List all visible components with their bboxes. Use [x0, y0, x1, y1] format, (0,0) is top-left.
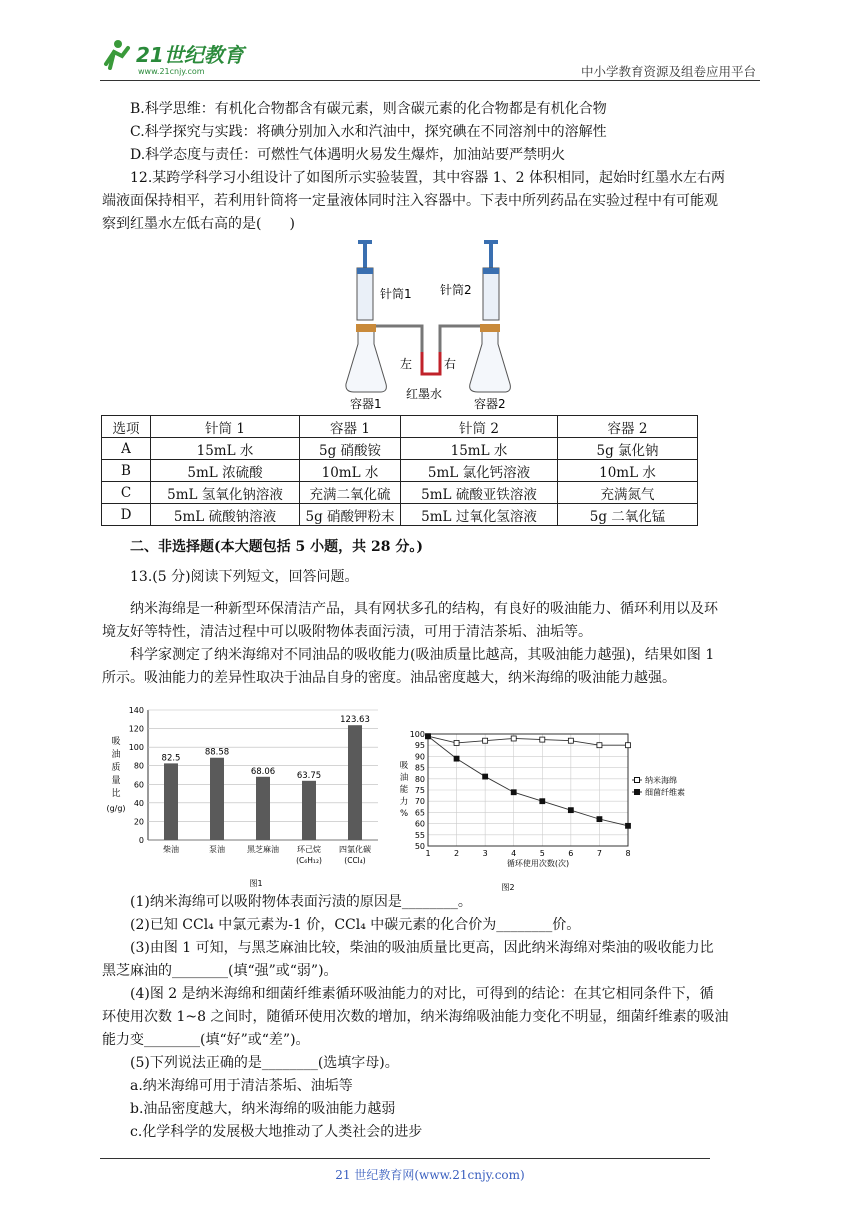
- table-cell: 15mL 水: [151, 438, 300, 460]
- figure-1-bar-chart: [96, 700, 396, 890]
- q12-line1: 12.某跨学科学习小组设计了如图所示实验装置，其中容器 1、2 体积相同，起始时红墨水左右两: [130, 170, 725, 186]
- x-tick-label: 环己烷: [297, 845, 321, 854]
- table-cell: 5mL 硫酸钠溶液: [151, 504, 300, 526]
- table-header-cell: 选项: [102, 416, 151, 438]
- data-point: [626, 743, 631, 748]
- header-divider: [100, 80, 760, 81]
- container1-label: 容器1: [350, 397, 382, 411]
- header-platform: 中小学教育资源及组卷应用平台: [580, 64, 756, 79]
- x-tick-label: 泵油: [209, 845, 225, 854]
- y-axis-label-char: 比: [111, 789, 121, 799]
- data-point: [540, 737, 545, 742]
- y-tick-label: 65: [414, 808, 425, 818]
- legend-marker: [635, 778, 640, 783]
- option-d: D.科学态度与责任：可燃性气体遇明火易发生爆炸，加油站要严禁明火: [130, 147, 566, 163]
- table-cell: 5mL 浓硫酸: [151, 460, 300, 482]
- data-point: [597, 817, 602, 822]
- x-tick-label: 四氯化碳: [339, 845, 371, 854]
- y-axis-label-char: 油: [111, 750, 121, 760]
- q13-p1b: 境友好等特性，清洁过程中可以吸附物体表面污渍，可用于清洁茶垢、油垢等。: [102, 624, 592, 640]
- table-cell: 15mL 水: [401, 438, 558, 460]
- table-cell: 5g 硝酸铵: [300, 438, 401, 460]
- legend-label: 细菌纤维素: [645, 788, 685, 797]
- q13-sub5: (5)下列说法正确的是________(选填字母)。: [130, 1055, 399, 1071]
- table-cell: 充满氮气: [558, 482, 698, 504]
- q12-line3: 察到红墨水左低右高的是( ): [102, 216, 295, 232]
- bar-value-label: 82.5: [161, 753, 181, 764]
- apparatus-figure: [340, 234, 520, 414]
- y-tick-label: 75: [414, 786, 425, 795]
- table-cell: B: [102, 460, 151, 482]
- figure-2-line-chart: [392, 724, 722, 894]
- x-tick-label: 3: [482, 849, 488, 858]
- q13-sub4b: 环使用次数 1~8 之间时，随循环使用次数的增加，纳米海绵吸油能力变化不明显，细菌纤维素的吸油: [102, 1009, 729, 1025]
- table-cell: 充满二氧化硫: [300, 482, 401, 504]
- x-tick-label: 8: [625, 849, 631, 858]
- data-point: [511, 790, 516, 795]
- data-point: [454, 740, 459, 745]
- y-axis-label-char: %: [399, 809, 409, 819]
- table-cell: 5mL 氢氧化钠溶液: [151, 482, 300, 504]
- ink-label: 红墨水: [406, 387, 443, 401]
- q13-title: 13.(5 分)阅读下列短文，回答问题。: [130, 569, 359, 585]
- bar: [210, 758, 224, 840]
- q13-sub4a: (4)图 2 是纳米海绵和细菌纤维素循环吸油能力的对比，可得到的结论：在其它相同条件下，循: [130, 986, 714, 1002]
- y-axis-label-char: 吸: [399, 761, 409, 771]
- y-tick-label: 80: [414, 774, 425, 784]
- table-cell: 5mL 硫酸亚铁溶液: [401, 482, 558, 504]
- y-tick-label: 60: [133, 780, 144, 790]
- q13-sub5-option-c: c.化学科学的发展极大地推动了人类社会的进步: [130, 1124, 423, 1140]
- options-table: [101, 415, 698, 526]
- data-point: [454, 756, 459, 761]
- container2-label: 容器2: [474, 397, 506, 411]
- y-tick-label: 100: [409, 730, 425, 739]
- table-cell: 5mL 过氧化氢溶液: [401, 504, 558, 526]
- data-point: [483, 738, 488, 743]
- x-tick-label: 4: [511, 849, 517, 858]
- table-cell: 10mL 水: [300, 460, 401, 482]
- footer-text: 21 世纪教育网(www.21cnjy.com): [335, 1168, 525, 1182]
- q13-p2a: 科学家测定了纳米海绵对不同油品的吸收能力(吸油质量比越高，其吸油能力越强)，结果如图 1: [130, 647, 715, 663]
- chart-title: 图1: [249, 879, 263, 888]
- y-tick-label: 50: [414, 842, 425, 851]
- table-header-cell: 容器 2: [558, 416, 698, 438]
- x-tick-label-formula: (C₆H₁₂): [296, 856, 322, 865]
- y-tick-label: 60: [414, 819, 425, 829]
- y-tick-label: 40: [133, 798, 144, 808]
- x-tick-label: 1: [425, 849, 431, 858]
- bar: [302, 781, 316, 840]
- y-tick-label: 90: [414, 752, 425, 762]
- y-axis-label-char: 能: [399, 785, 409, 795]
- table-row: [102, 504, 698, 526]
- data-point: [568, 808, 573, 813]
- y-tick-label: 55: [414, 830, 425, 840]
- table-cell: 5mL 氯化钙溶液: [401, 460, 558, 482]
- option-b: B.科学思维：有机化合物都含有碳元素，则含碳元素的化合物都是有机化合物: [130, 101, 607, 117]
- bar: [348, 725, 362, 840]
- data-point: [483, 774, 488, 779]
- right-label: 右: [444, 357, 457, 371]
- logo-url: www.21cnjy.com: [138, 67, 205, 76]
- chart-title: 图2: [501, 883, 515, 892]
- table-row: [102, 460, 698, 482]
- data-point: [511, 736, 516, 741]
- legend-label: 纳米海绵: [645, 776, 677, 785]
- table-cell: C: [102, 482, 151, 504]
- y-tick-label: 95: [414, 741, 425, 751]
- bar-value-label: 68.06: [250, 766, 276, 777]
- table-row: [102, 482, 698, 504]
- x-tick-label-formula: (CCl₄): [344, 856, 366, 865]
- y-tick-label: 20: [133, 817, 144, 827]
- y-axis-label-char: 质: [111, 763, 121, 773]
- y-tick-label: 140: [128, 706, 144, 715]
- y-tick-label: 85: [414, 763, 425, 773]
- bar-value-label: 88.58: [204, 747, 230, 758]
- q13-p1a: 纳米海绵是一种新型环保清洁产品，具有网状多孔的结构，有良好的吸油能力、循环利用以及环: [130, 601, 718, 617]
- data-point: [626, 823, 631, 828]
- x-tick-label: 6: [568, 849, 574, 858]
- y-axis-label-char: 吸: [111, 737, 121, 747]
- left-label: 左: [400, 357, 413, 371]
- table-cell: 5g 二氧化锰: [558, 504, 698, 526]
- y-axis-label-char: 力: [399, 797, 409, 807]
- y-tick-label: 120: [128, 724, 144, 734]
- bar-value-label: 63.75: [296, 770, 322, 781]
- legend-marker: [635, 790, 640, 795]
- y-tick-label: 100: [128, 743, 144, 753]
- footer-divider: [100, 1158, 710, 1159]
- y-axis-label-char: 油: [399, 773, 409, 783]
- bar: [164, 763, 178, 840]
- data-point: [568, 738, 573, 743]
- q13-sub4c: 能力变________(填“好”或“差”)。: [102, 1032, 310, 1048]
- x-axis-label: 循环使用次数(次): [506, 859, 570, 868]
- syringe1-label: 针筒1: [380, 287, 412, 301]
- table-header-cell: 针筒 2: [401, 416, 558, 438]
- table-cell: D: [102, 504, 151, 526]
- y-axis-label-char: 量: [111, 776, 121, 786]
- y-tick-label: 70: [414, 797, 425, 807]
- table-header-cell: 针筒 1: [151, 416, 300, 438]
- bar-value-label: 123.63: [340, 715, 370, 726]
- q13-sub5-option-a: a.纳米海绵可用于清洁茶垢、油垢等: [130, 1078, 353, 1094]
- x-tick-label: 7: [596, 849, 602, 858]
- table-cell: A: [102, 438, 151, 460]
- x-tick-label: 黑芝麻油: [247, 845, 279, 854]
- table-header-cell: 容器 1: [300, 416, 401, 438]
- q13-sub3a: (3)由图 1 可知，与黑芝麻油比较，柴油的吸油质量比更高，因此纳米海绵对柴油的吸收能力比: [130, 940, 714, 956]
- runner-icon: [106, 40, 128, 68]
- table-cell: 5g 硝酸钾粉末: [300, 504, 401, 526]
- syringe2-label: 针筒2: [440, 283, 472, 297]
- section-heading: 二、非选择题(本大题包括 5 小题，共 28 分。): [130, 539, 423, 555]
- data-point: [540, 799, 545, 804]
- table-cell: 10mL 水: [558, 460, 698, 482]
- q13-sub2: (2)已知 CCl₄ 中氯元素为-1 价，CCl₄ 中碳元素的化合价为________价。: [130, 917, 581, 933]
- y-axis-unit: (g/g): [106, 804, 126, 813]
- q13-sub5-option-b: b.油品密度越大，纳米海绵的吸油能力越弱: [130, 1101, 396, 1117]
- y-tick-label: 80: [133, 761, 144, 771]
- x-tick-label: 柴油: [163, 845, 179, 854]
- x-tick-label: 2: [454, 849, 460, 858]
- x-tick-label: 5: [539, 849, 545, 858]
- q12-line2: 端液面保持相平，若利用针筒将一定量液体同时注入容器中。下表中所列药品在实验过程中有可能观: [102, 193, 718, 209]
- q13-sub3b: 黑芝麻油的________(填“强”或“弱”)。: [102, 963, 338, 979]
- table-header-row: [102, 416, 698, 438]
- q13-sub1: (1)纳米海绵可以吸附物体表面污渍的原因是________。: [130, 894, 472, 910]
- table-cell: 5g 氯化钠: [558, 438, 698, 460]
- data-point: [426, 734, 431, 739]
- table-row: [102, 438, 698, 460]
- q13-p2b: 所示。吸油能力的差异性取决于油品自身的密度。油品密度越大，纳米海绵的吸油能力越强。: [102, 670, 676, 686]
- option-c: C.科学探究与实践：将碘分别加入水和汽油中，探究碘在不同溶剂中的溶解性: [130, 124, 607, 140]
- site-logo: [96, 34, 256, 80]
- data-point: [597, 743, 602, 748]
- y-tick-label: 0: [138, 836, 144, 845]
- logo-text: 21世纪教育: [136, 43, 244, 67]
- bar: [256, 777, 270, 840]
